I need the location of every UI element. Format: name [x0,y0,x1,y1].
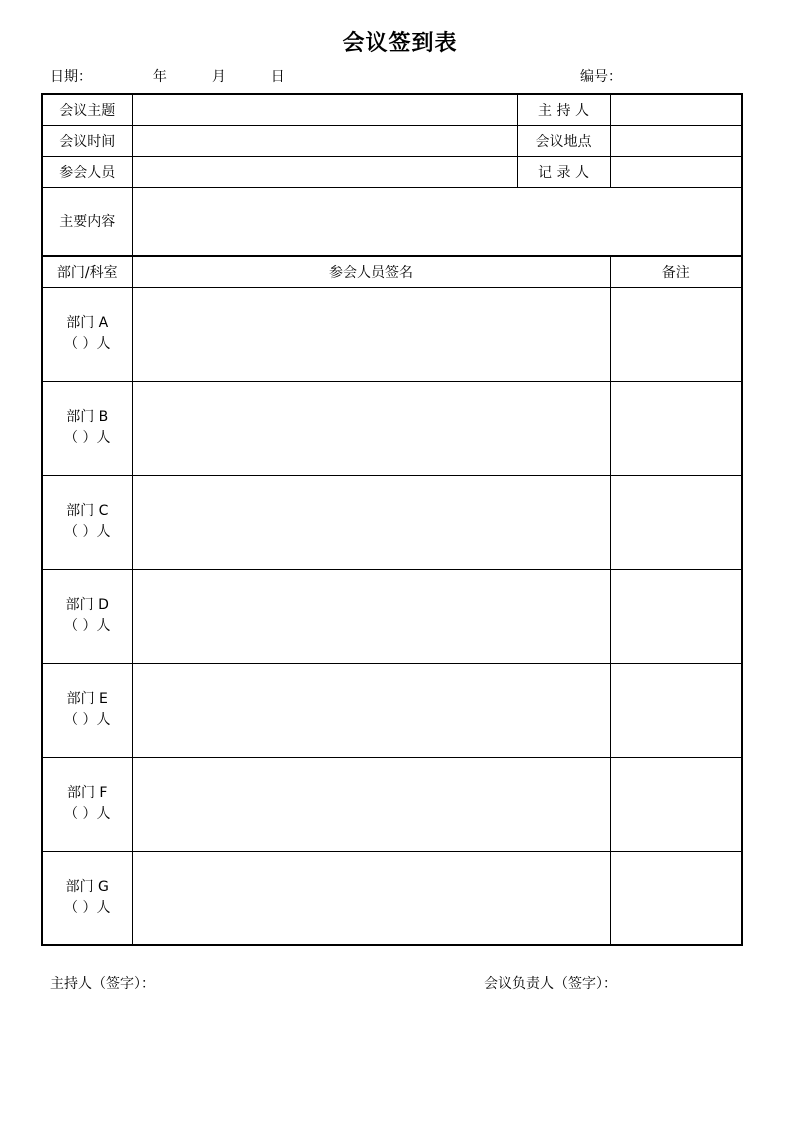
dept-count: （ ）人 [64,430,111,446]
recorder-cell[interactable] [610,156,742,187]
page-title: 会议签到表 [342,31,458,56]
signature-cell[interactable] [132,569,610,663]
signature-cell[interactable] [132,757,610,851]
content-label: 主要内容 [42,187,132,256]
topic-label: 会议主题 [42,94,132,125]
signature-cell[interactable] [132,851,610,945]
signature-header: 参会人员签名 [132,256,610,287]
location-label: 会议地点 [517,125,610,156]
table-row [42,381,742,475]
remarks-cell[interactable] [610,757,742,851]
host-signature-label: 主持人（签字）： [50,976,155,992]
dept-name: 部门 F [66,785,108,801]
topic-row [42,94,742,125]
table-row [42,663,742,757]
dept-count: （ ）人 [64,806,111,822]
date-label: 日期： [50,69,92,85]
table-row [42,851,742,945]
topic-cell[interactable] [132,94,517,125]
remarks-cell[interactable] [610,475,742,569]
dept-count: （ ）人 [64,336,111,352]
attendees-label: 参会人员 [42,156,132,187]
dept-name: 部门 A [66,315,109,331]
time-cell[interactable] [132,125,517,156]
host-cell[interactable] [610,94,742,125]
dept-name: 部门 E [66,691,108,707]
dept-count: （ ）人 [64,712,111,728]
recorder-label: 记 录 人 [517,156,610,187]
attendees-cell[interactable] [132,156,517,187]
dept-cell-g [42,851,132,945]
signature-cell[interactable] [132,287,610,381]
time-label: 会议时间 [42,125,132,156]
leader-signature-label: 会议负责人（签字）： [484,976,617,992]
remarks-cell[interactable] [610,569,742,663]
dept-header: 部门/科室 [42,256,132,287]
table-header-row [42,256,742,287]
signature-cell[interactable] [132,475,610,569]
dept-cell-a [42,287,132,381]
content-cell[interactable] [132,187,742,256]
content-row [42,187,742,256]
dept-cell-f [42,757,132,851]
attendees-row [42,156,742,187]
time-row [42,125,742,156]
number-label: 编号： [580,69,622,85]
dept-cell-c [42,475,132,569]
dept-count: （ ）人 [64,618,111,634]
remarks-header: 备注 [610,256,742,287]
dept-name: 部门 D [65,597,109,613]
host-label: 主 持 人 [517,94,610,125]
year-label: 年 [152,69,167,85]
day-label: 日 [270,69,285,85]
table-row [42,475,742,569]
dept-name: 部门 B [66,409,109,425]
remarks-cell[interactable] [610,287,742,381]
date-line [50,66,285,86]
table-row [42,287,742,381]
dept-count: （ ）人 [64,899,111,916]
dept-count: （ ）人 [64,524,111,540]
dept-cell-e [42,663,132,757]
signature-cell[interactable] [132,663,610,757]
remarks-cell[interactable] [610,851,742,945]
sign-in-table [41,93,743,946]
dept-name: 部门 G [65,878,109,895]
table-row [42,569,742,663]
dept-cell-b [42,381,132,475]
remarks-cell[interactable] [610,663,742,757]
dept-cell-d [42,569,132,663]
remarks-cell[interactable] [610,381,742,475]
table-row [42,757,742,851]
location-cell[interactable] [610,125,742,156]
dept-name: 部门 C [66,503,109,519]
signature-cell[interactable] [132,381,610,475]
month-label: 月 [211,69,226,85]
